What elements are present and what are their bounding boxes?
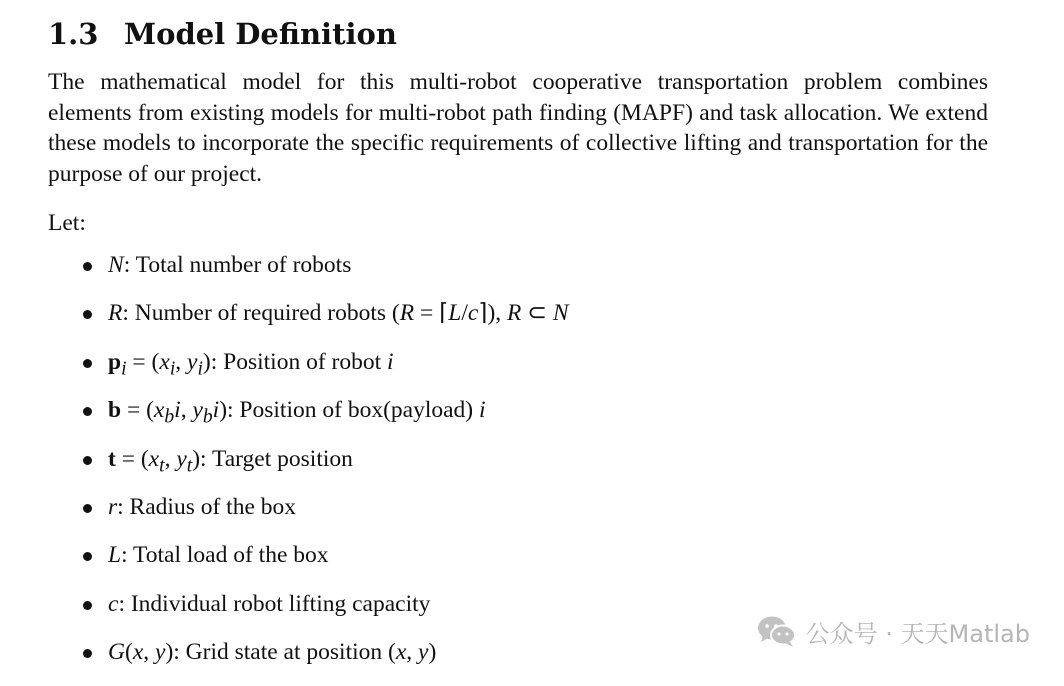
definition-item-r — [48, 298, 988, 346]
bullet-icon — [83, 359, 92, 368]
definition-text: : Target position — [200, 445, 353, 472]
bullet-icon — [83, 552, 92, 561]
intro-paragraph: The mathematical model for this multi-robot cooperative transportation problem combines elements from existing models for multi-robot path finding (MAPF) and task allocation. We extend these models to incorporate the specific requirements of collective lifting and transportation for the purpose of our project. — [48, 69, 988, 187]
definition-text: : Position of robot i — [210, 348, 394, 375]
definition-item-n — [48, 250, 988, 298]
section-title: Model Definition — [124, 17, 397, 51]
section-number: 1.3 — [48, 17, 99, 51]
definition-text: : Total number of robots — [123, 252, 352, 278]
bullet-icon — [83, 310, 92, 319]
definition-item-p — [48, 347, 988, 395]
definition-text: : Position of box(payload) i — [227, 397, 486, 424]
bullet-icon — [83, 456, 92, 465]
definition-text: : Individual robot lifting capacity — [118, 590, 431, 617]
definition-item-b — [48, 395, 988, 443]
definition-text: : Grid state at position (x, y) — [173, 639, 437, 666]
definition-item-t — [48, 444, 988, 492]
bullet-icon — [83, 649, 92, 658]
watermark-text: 公众号 · 天天Matlab — [805, 619, 1030, 648]
definition-symbol: $t = (x_t$, $y_t$) — [108, 445, 201, 477]
bullet-icon — [83, 504, 92, 513]
definition-symbol: N — [108, 252, 124, 278]
bullet-icon — [83, 262, 92, 271]
watermark — [756, 613, 1030, 649]
definition-item-radius — [48, 492, 988, 540]
definition-symbol: R — [108, 300, 123, 327]
definition-text: : Radius of the box — [117, 493, 296, 520]
bullet-icon — [83, 601, 92, 610]
let-label: Let: — [48, 210, 86, 236]
definition-symbol: $b = (x_bi$, $y_bi$) — [108, 397, 228, 428]
wechat-icon — [756, 614, 798, 648]
definition-symbol: r — [108, 493, 118, 520]
definition-symbol: c — [108, 590, 119, 617]
definition-symbol: L — [108, 542, 122, 569]
document-page — [48, 14, 988, 686]
definition-text: : Number of required robots (R = ⌈L/c⌉), R ⊂ N — [122, 300, 569, 327]
section-heading — [48, 14, 988, 54]
bullet-icon — [83, 407, 92, 416]
definition-symbol: $p_i = (x_i$, $y_i$) — [108, 348, 211, 380]
definition-text: : Total load of the box — [121, 542, 329, 569]
definition-symbol: G(x, y) — [108, 639, 174, 666]
definition-item-load — [48, 540, 988, 588]
